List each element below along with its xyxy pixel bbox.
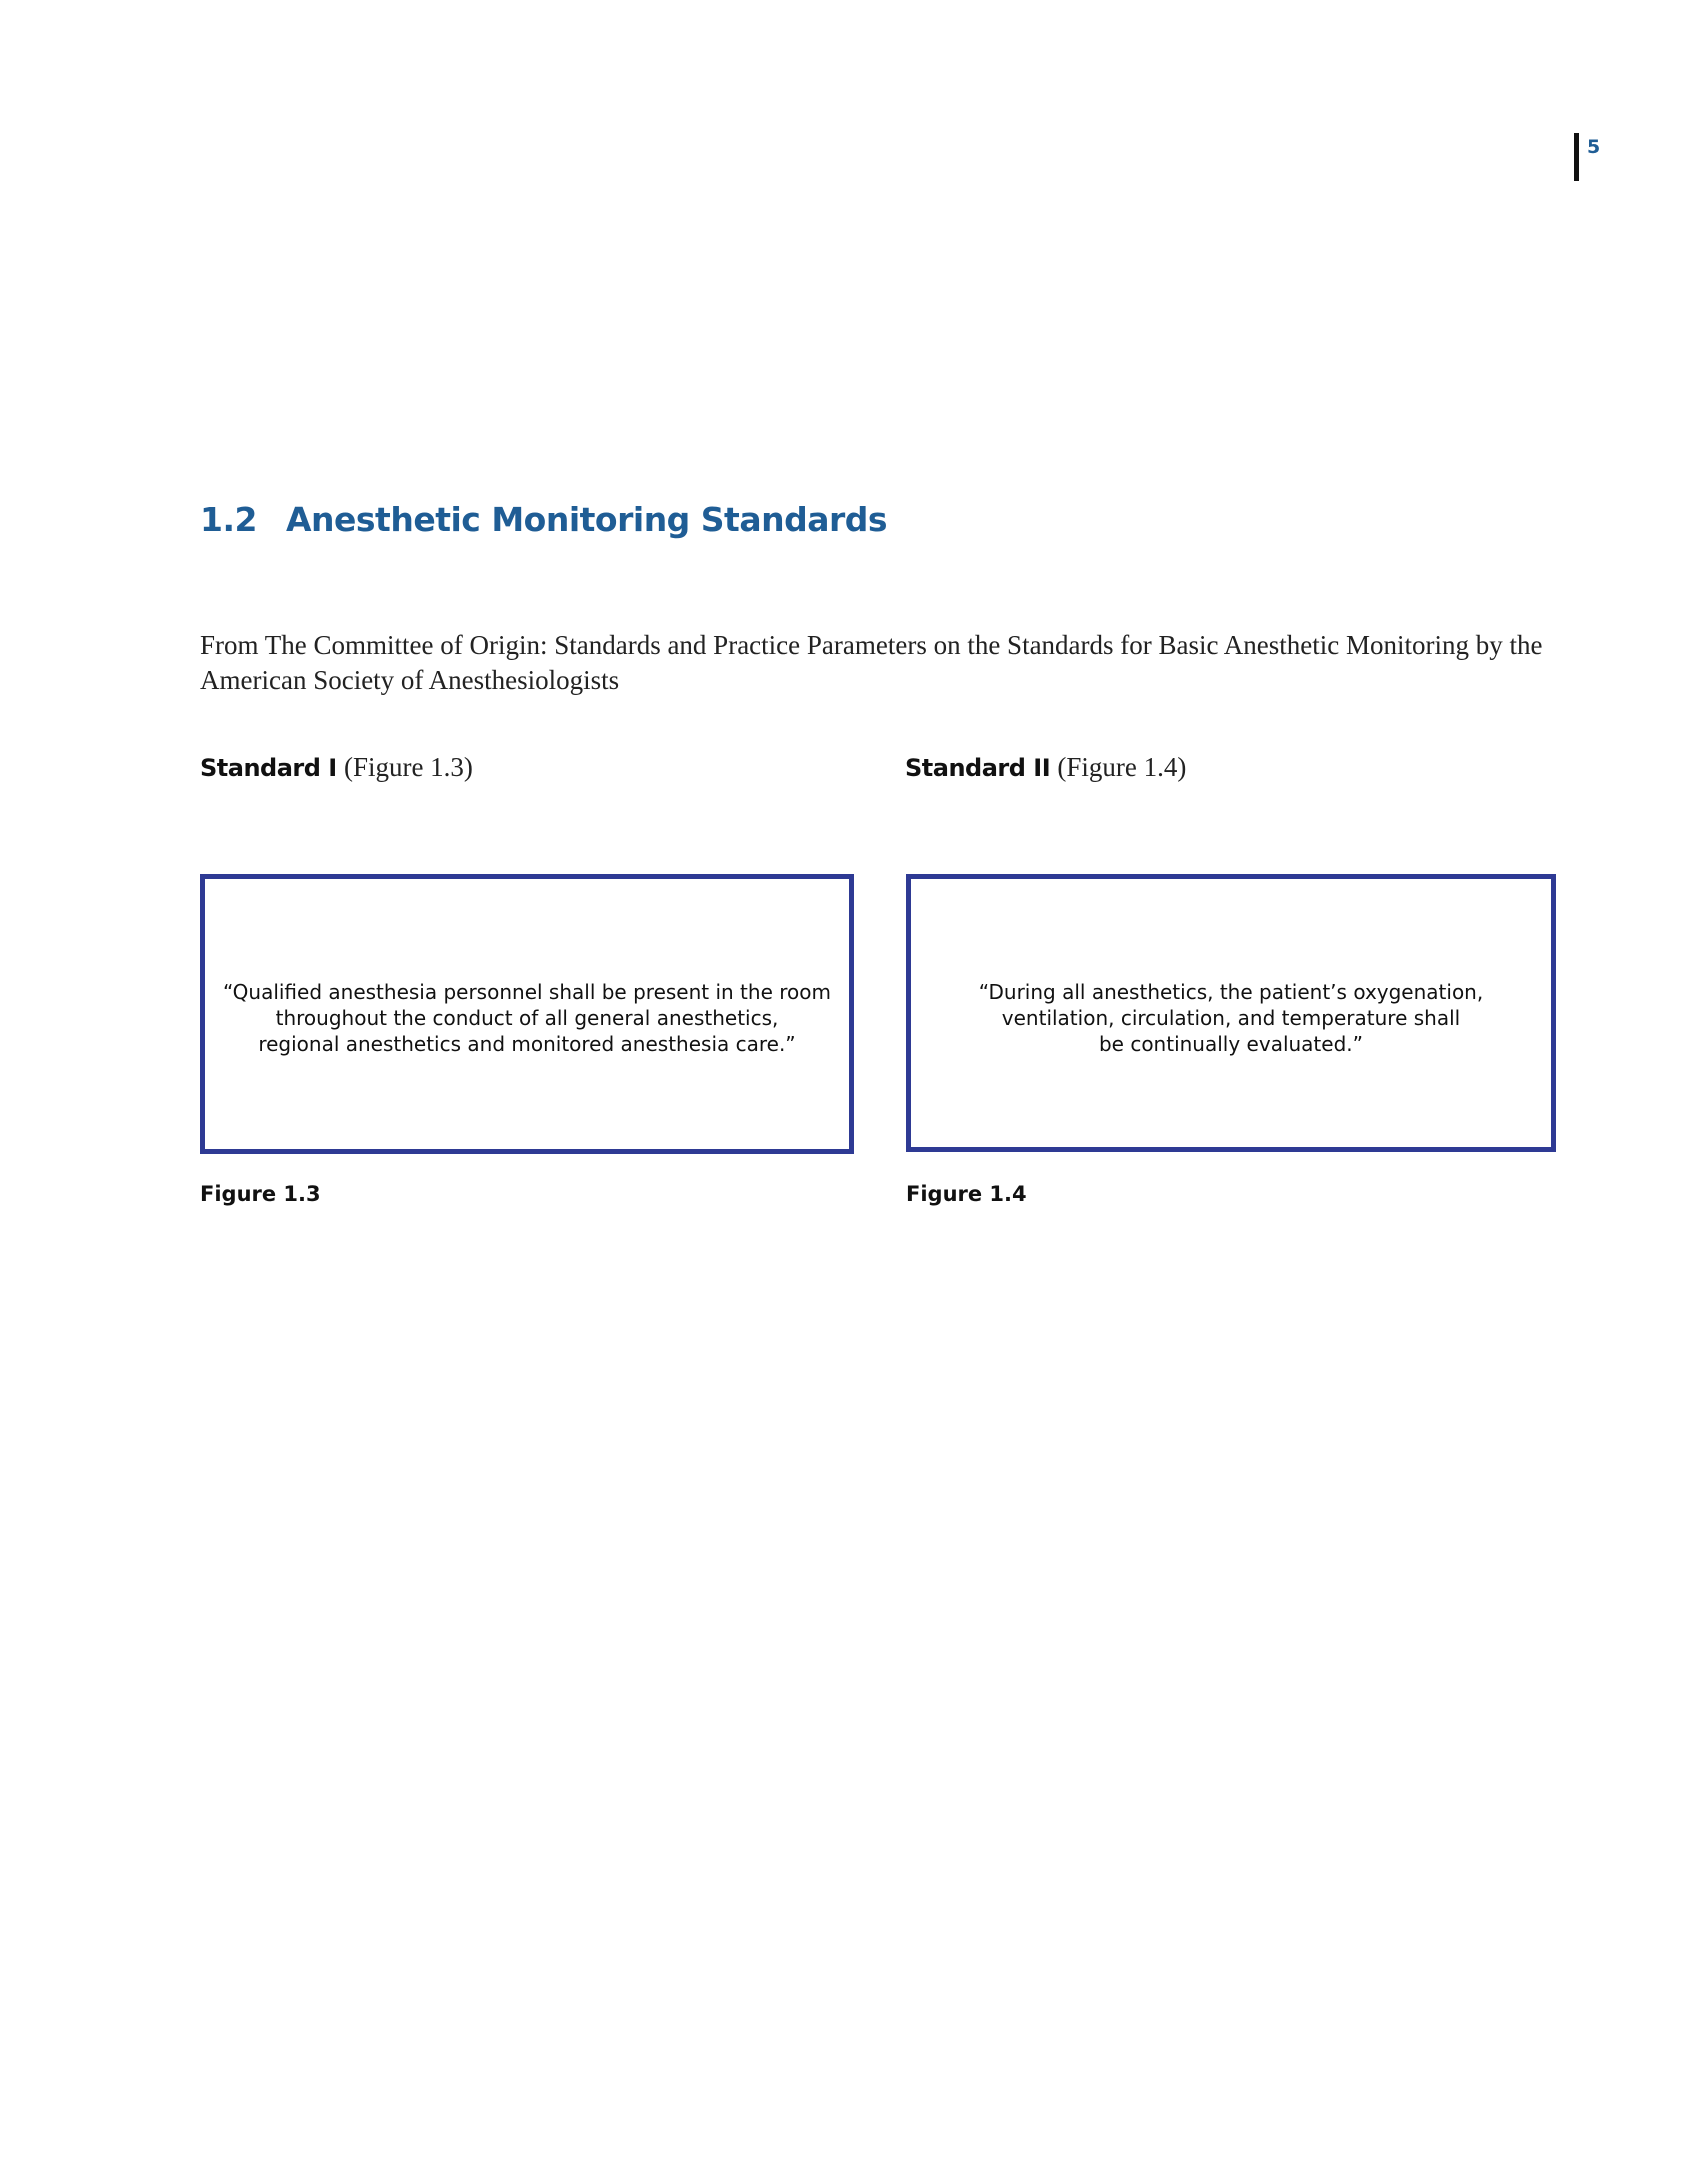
intro-paragraph: From The Committee of Origin: Standards and Practice Parameters on the Standards for Basic Anesthetic Monitoring by the American Society of Anesthesiologists (200, 630, 1543, 695)
figure-1-4-box (906, 874, 1556, 1152)
section-number: 1.2 (200, 500, 257, 539)
standard-1-figure-ref: (Figure 1.3) (343, 752, 473, 782)
quote-line: “Qualified anesthesia personnel shall be present in the room (223, 980, 831, 1004)
quote-line: be continually evaluated.” (1098, 1032, 1363, 1056)
quote-line: “During all anesthetics, the patient’s oxygenation, (978, 980, 1484, 1004)
quote-line: ventilation, circulation, and temperature shall (1001, 1006, 1461, 1030)
standard-1-name: Standard I (200, 754, 337, 782)
standard-2-label (905, 752, 1186, 783)
section-title: Anesthetic Monitoring Standards (286, 500, 888, 539)
figure-1-3-box (200, 874, 854, 1154)
quote-line: regional anesthetics and monitored anesthesia care.” (258, 1032, 796, 1056)
figure-1-4-caption: Figure 1.4 (906, 1182, 1027, 1206)
figure-1-3-caption: Figure 1.3 (200, 1182, 321, 1206)
quote-line: throughout the conduct of all general anesthetics, (275, 1006, 779, 1030)
page-number: 5 (1587, 136, 1601, 158)
page-number-rule (1574, 133, 1579, 181)
standard-2-figure-ref: (Figure 1.4) (1057, 752, 1187, 782)
standard-1-label (200, 752, 473, 783)
standard-2-name: Standard II (905, 754, 1051, 782)
standard-1-quote (223, 979, 831, 1057)
section-heading (200, 500, 887, 539)
standard-2-quote (979, 979, 1483, 1057)
